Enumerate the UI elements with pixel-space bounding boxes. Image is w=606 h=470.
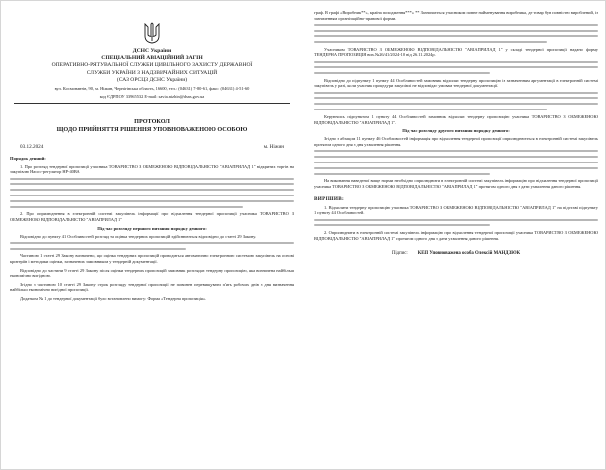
decision-item-1: 1. Відхилити тендерну пропозицію учасника ТОВАРИСТВО З ОБМЕЖЕНОЮ ВІДПОВІДАЛЬНІСТЮ "АВІАПРИЛАД 1" на підставі підпункту 1 пункту 44 Особливостей. <box>314 204 598 216</box>
org-name-3: ОПЕРАТИВНО-РЯТУВАЛЬНОЇ СЛУЖБИ ЦИВІЛЬНОГО ЗАХИСТУ ДЕРЖАВНОЇ <box>51 62 253 69</box>
page-left <box>6 4 298 466</box>
date-place-line <box>20 144 284 150</box>
protocol-subtitle: ЩОДО ПРИЙНЯТТЯ РІШЕННЯ УПОВНОВАЖЕНОЮ ОСОБОЮ <box>56 125 248 133</box>
org-codes: код ЄДРПОУ 33965532 E-mail: saviа.nizhin@dsns.gov.ua <box>99 93 205 99</box>
question-1-paragraph-2: Частиною 1 статті 29 Закону визначено, що оцінка тендерних пропозицій проводиться автоматично електронною системою закупівель на основі критеріїв і методики оцінки, зазначених замовником у тендерній документації. <box>10 253 294 264</box>
decision-item-1-body <box>314 219 598 226</box>
decision-item-2: 2. Оприлюднити в електронній системі закупівель інформацію про відхилення тендерної пропозиції учасника ТОВАРИСТВО З ОБМЕЖЕНОЮ ВІДПОВІДАЛЬНІСТЮ "АВІАПРИЛАД 1" протягом одного дня з дати ухвалення даного рішення. <box>314 230 598 241</box>
question-1-paragraph-5: Додатком № 1 до тендерної документації було встановлено вимогу: Форма «Тендерна пропозиція». <box>20 295 207 301</box>
question-1-paragraph-4: Згідно з частиною 10 статті 29 Закону строк розгляду тендерної пропозиції не повинен перевищувати п'ять робочих днів з дня визначення найбільш економічно вигідної пропозиції. <box>10 281 294 293</box>
org-name-4: СЛУЖБИ УКРАЇНИ З НАДЗВИЧАЙНИХ СИТУАЦІЙ <box>86 69 218 76</box>
signature-line <box>310 251 602 256</box>
org-name-1: ДСНС України <box>132 48 172 54</box>
form-requirement-body <box>314 24 598 43</box>
rejection-grounds-body <box>314 92 598 111</box>
question-1-paragraph-1: Відповідно до пункту 41 Особливостей розгляд та оцінка тендерних пропозицій здійснюються відповідно до статті 29 Закону. <box>20 233 257 239</box>
question-2-heading: Під час розгляду другого питання порядку денного: <box>402 128 510 134</box>
question-1-paragraph-1-body <box>10 242 294 249</box>
agenda-item-1: 1. Про розгляд тендерної пропозиції учасника ТОВАРИСТВО З ОБМЕЖЕНОЮ ВІДПОВІДАЛЬНІСТЮ "АВІАПРИЛАД 1" відкритих торгів на закупівлю Насос-регулятор НР-40ВА <box>10 163 294 175</box>
question-2-paragraph-2: На виконання наведеної вище норми необхідно оприлюднити в електронній системі закупівель інформацію про відхилення тендерної пропозиції учасника ТОВАРИСТВО З ОБМЕЖЕНОЮ ВІДПОВІДАЛЬНІСТЮ "АВІАПРИЛАД 1" протягом одного дня з дати ухвалення даного рішення. <box>314 178 598 190</box>
page-right <box>310 4 602 466</box>
rejection-grounds-text: Відповідно до підпункту 1 пункту 44 Особливостей замовник відхиляє тендерну пропозицію із зазначенням аргументації в електронній системі закупівель у разі, коли учасник процедури закупівлі не відповідає умовам тендерної документації. <box>314 77 598 89</box>
question-2-paragraph-1: Згідно з абзацом 11 пункту 46 Особливостей інформація про відхилення тендерної пропозиції оприлюднюється в електронній системі закупівель протягом одного дня з дня ухвалення рішення. <box>314 136 598 147</box>
protocol-place: м. Ніжин <box>263 143 284 150</box>
org-name-5: (САЗ ОРСЦЗ ДСНС України) <box>116 76 188 83</box>
protocol-title: ПРОТОКОЛ <box>134 117 170 125</box>
form-requirement-text: граф. В графі «Виробник**», країна походження***» ** Зазначається учасником повне найменування виробника, де товар був повністю вироблений, із зазначенням організаційно-правової форми. <box>314 10 598 21</box>
signature-label: Підпис: <box>391 251 408 257</box>
question-1-paragraph-3: Відповідно до частини 9 статті 29 Закону після оцінки тендерних пропозицій замовник розглядає тендерну пропозицію, яка визначена найбільш економічно вигідною. <box>10 267 294 279</box>
signature-name: КЕП Уповноважена особа Олексій МАНДЗЮК <box>417 251 521 257</box>
agenda-item-1-body <box>10 178 294 208</box>
trident-emblem-icon <box>144 22 160 44</box>
header-divider <box>14 103 290 104</box>
decided-heading: ВИРІШИВ: <box>314 195 345 202</box>
agenda-heading: Порядок денний: <box>10 155 46 161</box>
question-1-heading: Під час розгляду першого питання порядку денного: <box>97 225 207 231</box>
org-address: вул. Космонавтів, 90, м. Ніжин, Чернігівська область, 16600, тел.: (04631) 7-80-61, факс: (04631) 4-51-60 <box>54 86 250 92</box>
question-2-paragraph-1-body <box>314 150 598 174</box>
participant-submission-body <box>314 61 598 74</box>
agenda-item-2: 2. Про оприлюднення в електронній системі закупівель інформації про відхилення тендерної пропозиції учасника ТОВАРИСТВО З ОБМЕЖЕНОЮ ВІДПОВІДАЛЬНІСТЮ "АВІАПРИЛАД 1" <box>10 211 294 222</box>
org-name-2: СПЕЦІАЛЬНИЙ АВІАЦІЙНИЙ ЗАГІН <box>101 55 203 62</box>
participant-submission-text: Учасником ТОВАРИСТВО З ОБМЕЖЕНОЮ ВІДПОВІДАЛЬНІСТЮ "АВІАПРИЛАД 1" у складі тендерної пропозиції надано форму ТЕНДЕРНА ПРОПОЗИЦІЯ вих.№26/41/2024-10 від 26.11.2024р. <box>314 46 598 58</box>
guided-by-text: Керуючись підпунктом 1 пункту 44 Особливостей замовник відхиляє тендерну пропозицію учасника ТОВАРИСТВО З ОБМЕЖЕНОЮ ВІДПОВІДАЛЬНІСТЮ "АВІАПРИЛАД 1". <box>314 114 598 125</box>
protocol-date: 03.12.2024 <box>20 143 44 150</box>
